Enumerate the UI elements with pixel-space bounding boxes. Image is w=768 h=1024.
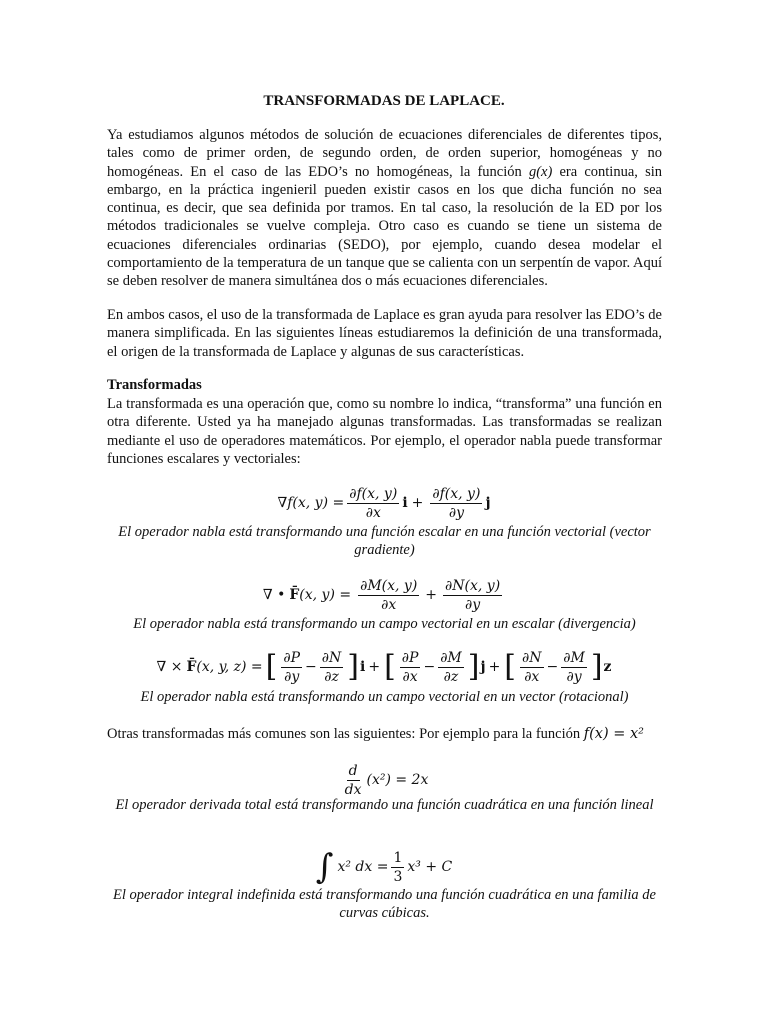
curl-term-dp-dy-numerator: ∂P [283, 649, 301, 666]
derivative-operator [343, 763, 364, 798]
unit-vector-i: i [360, 659, 366, 675]
divergence-term-m [358, 578, 419, 613]
caption-divergence: El operador nabla está transformando un campo vectorial en un escalar (divergencia) [133, 616, 636, 632]
curl-term-dm-dz [438, 650, 464, 685]
curl-term-dm-dy-numerator: ∂M [563, 649, 585, 666]
curl-term-dn-dx-numerator: ∂N [522, 649, 542, 666]
curl-operator: ∇ × [156, 659, 183, 675]
function-g-of-x: g(x) [528, 163, 553, 180]
section-heading-transformadas: Transformadas [107, 377, 202, 393]
paragraph-other-transforms [107, 725, 662, 743]
right-bracket: ] [467, 649, 480, 684]
derivative-equation [0, 760, 768, 800]
divergence-term-m-numerator: ∂M(x, y) [360, 577, 418, 594]
curl-term-dm-dz-numerator: ∂M [440, 649, 462, 666]
curl-term-dp-dy-denominator: ∂y [284, 668, 300, 685]
divergence-args: (x, y) = [299, 587, 352, 603]
divergence-operator: ∇ • [262, 587, 286, 603]
curl-term-dm-dy [561, 650, 587, 685]
minus-sign: − [423, 659, 436, 675]
integral-body: x² dx = [337, 859, 389, 875]
caption-derivative: El operador derivada total está transformando una función cuadrática en una función lineal [115, 797, 654, 813]
function-f-equals-x-squared: f(x) = x² [583, 726, 644, 742]
caption-integral: El operador integral indefinida está transformando una función cuadrática en una familia de curvas cúbicas. [113, 887, 656, 922]
gradient-term-x-denominator: ∂x [365, 504, 381, 521]
divergence-term-n-denominator: ∂y [465, 596, 481, 613]
plus-sign: + [411, 495, 424, 511]
curl-term-dp-dx-numerator: ∂P [401, 649, 419, 666]
plus-sign: + [488, 659, 501, 675]
vector-field-f: F̄ [289, 587, 300, 603]
derivative-denominator: dx [344, 781, 362, 798]
right-bracket: ] [590, 649, 603, 684]
paragraph-intro [107, 126, 662, 291]
document-title: TRANSFORMADAS DE LAPLACE. [263, 93, 505, 109]
gradient-term-y-denominator: ∂y [448, 504, 464, 521]
curl-term-dn-dx [520, 650, 544, 685]
right-bracket: ] [347, 649, 359, 684]
unit-vector-j: j [485, 495, 491, 511]
vector-field-f: F̄ [186, 659, 197, 675]
paragraph-intro-text-1: Ya estudiamos algunos métodos de solución de ecuaciones diferenciales de diferentes tipos, tales como de primer orden, de segundo orden, de orden superior, homogéneas y no homogéneas. En el caso de las EDO’s no homogéneas, la función [107, 127, 662, 180]
paragraph-transformadas: La transformada es una operación que, como su nombre lo indica, “transforma” una función en otra diferente. Usted ya ha manejado algunas transformadas. Las transformadas se realizan mediante el uso de operadores matemáticos. Por ejemplo, el operador nabla puede transformar funciones escalares y vectoriales: [107, 396, 662, 467]
integral-fraction [391, 850, 404, 885]
plus-sign: + [425, 587, 438, 603]
curl-args: (x, y, z) = [196, 659, 263, 675]
curl-term-dp-dy [281, 650, 302, 685]
integral-fraction-numerator: 1 [393, 849, 403, 866]
unit-vector-i: i [402, 495, 408, 511]
curl-equation [0, 646, 768, 688]
paragraph-other-transforms-text: Otras transformadas más comunes son las siguientes: Por ejemplo para la función [107, 726, 584, 742]
gradient-term-x-numerator: ∂f(x, y) [349, 485, 398, 502]
divergence-term-n-numerator: ∂N(x, y) [445, 577, 501, 594]
divergence-term-m-denominator: ∂x [381, 596, 397, 613]
curl-term-dm-dy-denominator: ∂y [566, 668, 582, 685]
left-bracket: [ [265, 649, 278, 684]
integral-equation [0, 846, 768, 888]
caption-curl: El operador nabla está transformando un campo vectorial en un vector (rotacional) [140, 689, 629, 705]
plus-sign: + [368, 659, 381, 675]
integral-rhs: x³ + C [407, 859, 453, 875]
curl-term-dn-dx-denominator: ∂x [524, 668, 540, 685]
gradient-lhs: ∇f(x, y) = [277, 495, 345, 511]
divergence-equation [0, 574, 768, 616]
left-bracket: [ [384, 649, 396, 684]
unit-vector-z: z [603, 659, 612, 675]
divergence-term-n [443, 578, 502, 613]
gradient-equation [0, 482, 768, 524]
integral-fraction-denominator: 3 [393, 868, 403, 885]
gradient-term-y [430, 486, 482, 521]
curl-term-dm-dz-denominator: ∂z [443, 668, 459, 685]
minus-sign: − [305, 659, 317, 675]
gradient-term-x [347, 486, 399, 521]
minus-sign: − [546, 659, 559, 675]
left-bracket: [ [504, 649, 517, 684]
caption-gradient: El operador nabla está transformando una función escalar en una función vectorial (vector gradiente) [118, 524, 651, 559]
curl-term-dp-dx-denominator: ∂x [402, 668, 418, 685]
curl-term-dn-dz-denominator: ∂z [324, 668, 339, 685]
curl-term-dp-dx [400, 650, 421, 685]
integral-sign: ∫ [315, 847, 334, 887]
gradient-term-y-numerator: ∂f(x, y) [432, 485, 481, 502]
derivative-numerator: d [348, 762, 358, 779]
curl-term-dn-dz [320, 650, 344, 685]
derivative-rhs: (x²) = 2x [366, 772, 429, 788]
curl-term-dn-dz-numerator: ∂N [321, 649, 342, 666]
paragraph-intro-text-2: era continua, sin embargo, en la práctica ingenieril pueden existir casos en los que dicha función no sea continua, es decir, que sea definida por tramos. En tal caso, la resolución de la ED por los métodos tradicionales se vuelve compleja. Otro caso es cuando se tiene un sistema de ecuaciones diferenciales ordinarias (SEDO), por ejemplo, cuando desea modelar el comportamiento de la temperatura de un tanque que se calienta con un serpentín de vapor. Aquí se deben resolver de manera simultánea dos o más ecuaciones diferenciales. [107, 163, 662, 290]
unit-vector-j: j [480, 659, 486, 675]
paragraph-laplace-usage: En ambos casos, el uso de la transformada de Laplace es gran ayuda para resolver las EDO’s de manera simplificada. En las siguientes líneas estudiaremos la definición de una transformada, el origen de la transformada de Laplace y algunas de sus características. [107, 307, 662, 360]
